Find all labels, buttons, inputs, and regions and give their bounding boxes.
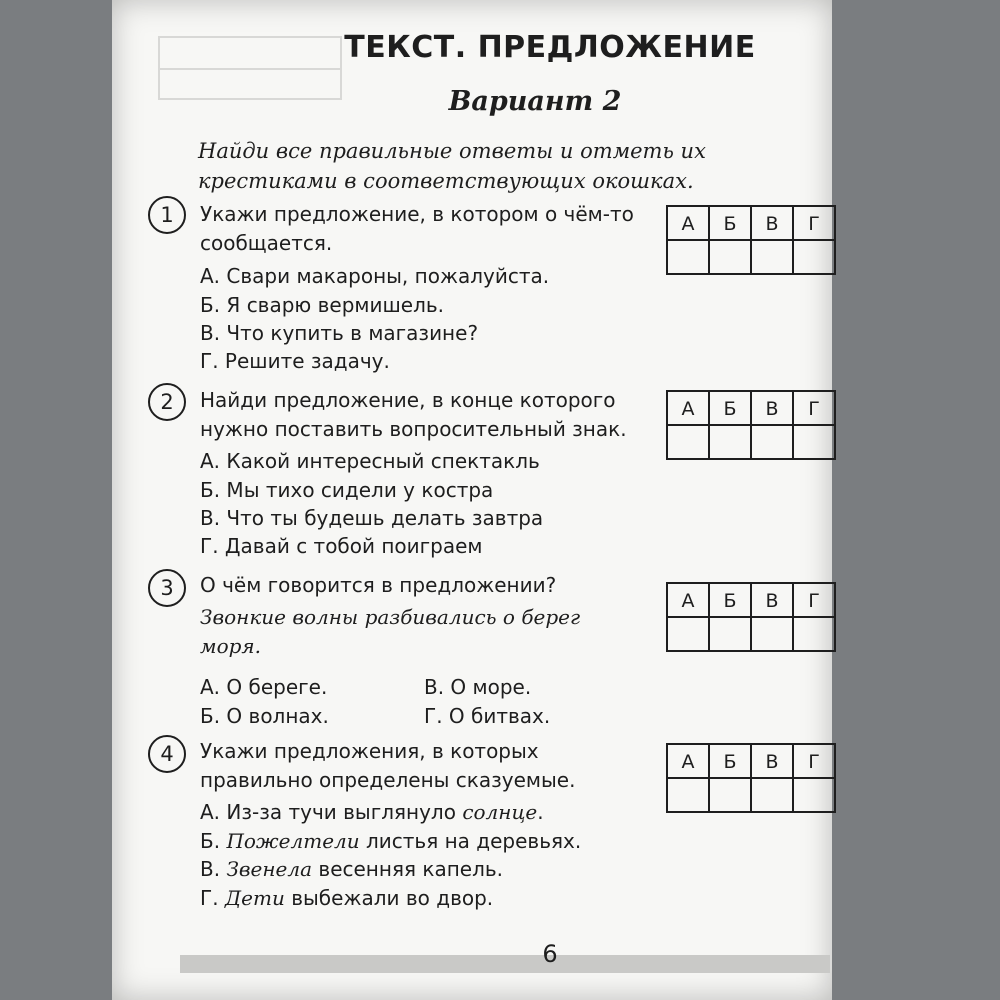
answer-box-d[interactable] [794,618,836,652]
answer-letter-d: Г [794,584,836,618]
answer-letter-a: А [668,392,710,426]
answer-box-c[interactable] [752,779,794,813]
answer-letter-a: А [668,207,710,241]
answer-box-b[interactable] [710,779,752,813]
option-prefix: В. [200,857,227,881]
question-2-option-c: В. Что ты будешь делать завтра [200,506,544,530]
question-3-option-d: Г. О битвах. [424,704,551,728]
instruction-text: Найди все правильные ответы и отметь их крестиками в соответствующих окошках. [198,139,706,193]
question-1-option-a: А. Свари макароны, пожалуйста. [200,264,550,288]
question-3-answer-grid[interactable] [666,582,836,652]
predicate-word: Дети [224,886,285,910]
option-prefix: А. Из-за тучи выглянуло [200,800,463,824]
question-1-option-c: В. Что купить в магазине? [200,321,479,345]
answer-box-c[interactable] [752,618,794,652]
question-3-sentence-text: Звонкие волны разбивались о берег моря. [200,605,581,658]
answer-letter-c: В [752,584,794,618]
question-1-number: 1 [148,196,186,234]
answer-letter-d: Г [794,745,836,779]
answer-letter-b: Б [710,584,752,618]
question-2-option-b: Б. Мы тихо сидели у костра [200,478,494,502]
question-1-option-d: Г. Решите задачу. [200,349,390,373]
answer-letter-d: Г [794,207,836,241]
question-2-option-d: Г. Давай с тобой поиграем [200,534,483,558]
option-prefix: Г. [200,886,225,910]
answer-letter-b: Б [710,207,752,241]
question-4-number: 4 [148,735,186,773]
question-4-option-d [200,884,493,913]
answer-box-a[interactable] [668,241,710,275]
question-3-option-b: Б. О волнах. [200,704,329,728]
question-4-option-b [200,827,581,856]
question-2-prompt: Найди предложение, в конце которого нужно поставить вопросительный знак. [200,388,627,441]
question-2-answer-grid[interactable] [666,390,836,460]
question-4-prompt: Укажи предложения, в которых правильно определены сказуемые. [200,739,576,792]
question-3-number: 3 [148,569,186,607]
answer-letter-b: Б [710,745,752,779]
answer-box-a[interactable] [668,779,710,813]
answer-box-a[interactable] [668,618,710,652]
question-4-answer-grid[interactable] [666,743,836,813]
option-suffix: листья на деревьях. [359,829,582,853]
answer-letter-a: А [668,584,710,618]
question-3-sentence [200,603,630,661]
answer-letter-b: Б [710,392,752,426]
answer-box-b[interactable] [710,426,752,460]
question-4-option-a [200,798,544,827]
answer-box-c[interactable] [752,426,794,460]
variant-heading: Вариант 2 [448,86,622,117]
question-2-number: 2 [148,383,186,421]
page-number: 6 [542,940,558,968]
page-title: ТЕКСТ. ПРЕДЛОЖЕНИЕ [344,30,756,65]
answer-box-d[interactable] [794,426,836,460]
answer-box-a[interactable] [668,426,710,460]
option-suffix: весенняя капель. [312,857,504,881]
option-suffix: выбежали во двор. [284,886,494,910]
option-prefix: Б. [200,829,227,853]
answer-box-b[interactable] [710,618,752,652]
question-2-option-a: А. Какой интересный спектакль [200,449,540,473]
answer-letter-c: В [752,392,794,426]
option-suffix: . [537,800,544,824]
answer-letter-c: В [752,207,794,241]
answer-box-b[interactable] [710,241,752,275]
answer-box-d[interactable] [794,779,836,813]
question-4-option-c [200,855,503,884]
answer-box-d[interactable] [794,241,836,275]
predicate-word: солнце [462,800,538,824]
question-3-prompt: О чём говорится в предложении? [200,573,557,597]
answer-letter-d: Г [794,392,836,426]
question-1-option-b: Б. Я сварю вермишель. [200,293,445,317]
predicate-word: Звенела [226,857,313,881]
question-3-option-a: А. О береге. [200,675,328,699]
question-1-prompt: Укажи предложение, в котором о чём-то сообщается. [200,202,634,255]
question-1-answer-grid[interactable] [666,205,836,275]
question-3-option-c: В. О море. [424,675,532,699]
answer-letter-c: В [752,745,794,779]
predicate-word: Пожелтели [226,829,360,853]
answer-box-c[interactable] [752,241,794,275]
answer-letter-a: А [668,745,710,779]
